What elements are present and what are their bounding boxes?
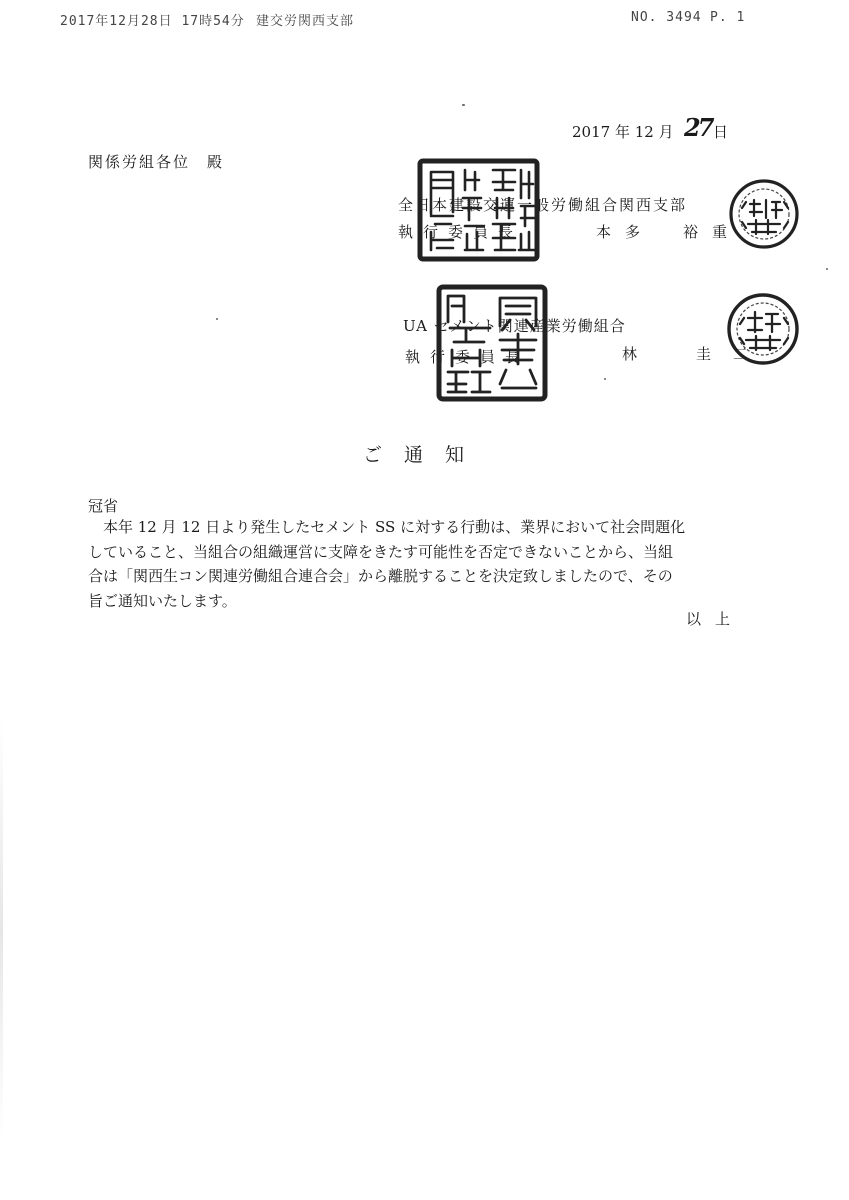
notice-body [88,515,748,613]
square-seal-1-icon [417,158,540,262]
body-line: 合は「関西生コン関連労働組合連合会」から離脱することを決定致しましたので、その [88,567,673,585]
scan-speck [826,268,828,270]
body-line: していること、当組合の組織運営に支障をきたす可能性を否定できないことから、当組 [88,542,674,561]
body-line: 旨ご通知いたします。 [88,591,237,610]
scan-speck [216,318,218,320]
body-line: 本年 12 月 12 日より発生したセメント SS に対する行動は、業界において社会問題化 [103,518,686,536]
fax-datetime: 2017年12月28日 17時54分 [60,14,245,29]
scan-edge-shadow [0,720,3,1140]
round-seal-2-icon [726,292,800,366]
greeting: 冠省 [88,497,119,515]
fax-number: NO. 3494 [631,10,702,25]
scan-speck [462,104,465,106]
addressee: 関係労組各位 殿 [88,153,225,171]
letter-date-suffix: 日 [713,123,729,141]
letter-date: 2017 年 12 月 [572,123,674,141]
fax-page: P. 1 [710,10,746,25]
scan-speck [604,378,606,380]
sender2-organization: UA セメント関連産業労働組合 [403,317,626,335]
sender2-title: 執行委員長 [405,348,531,366]
closing: 以上 [686,610,745,628]
sender1-organization: 全日本建設交運一般労働組合関西支部 [398,196,688,214]
sender1-title: 執行委員長 [398,223,524,241]
sender2-name: 林 圭二 [622,345,771,363]
sender1-name: 本多 裕重 [596,223,742,241]
notice-title: ご通知 [363,444,487,466]
square-seal-2-icon [436,284,548,402]
round-seal-1-icon [728,178,800,250]
handwritten-day: 27 [684,113,712,142]
fax-sender: 建交労関西支部 [256,14,355,29]
